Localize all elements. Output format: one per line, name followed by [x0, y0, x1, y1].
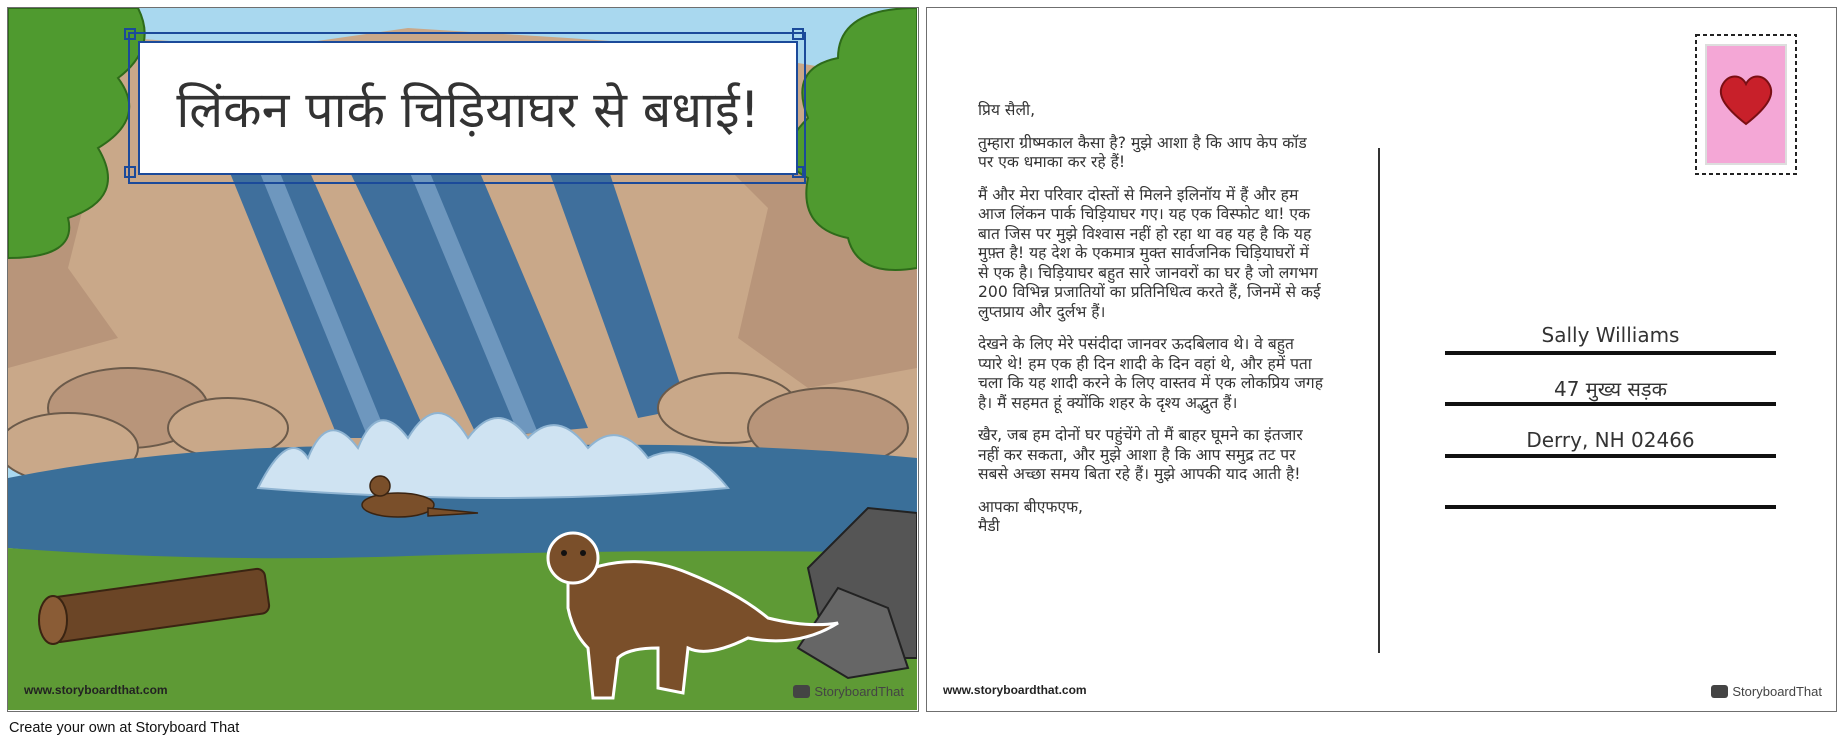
postage-stamp — [1693, 32, 1799, 177]
otter-eye — [561, 550, 567, 556]
resize-handle[interactable] — [124, 28, 136, 40]
storyboard-logo-icon — [1711, 685, 1728, 698]
footer-brand-text: StoryboardThat — [1732, 684, 1822, 699]
otter-head — [370, 476, 390, 496]
footer-brand — [793, 684, 904, 699]
otter-swimming — [362, 493, 434, 517]
otter-eye — [580, 550, 586, 556]
resize-handle[interactable] — [792, 28, 804, 40]
recipient-city: Derry, NH 02466 — [1526, 428, 1695, 452]
address-line — [1445, 505, 1776, 509]
address-line — [1445, 351, 1776, 355]
postcard-title-box[interactable] — [138, 41, 798, 175]
postcard-divider — [1378, 148, 1380, 653]
otter-head — [548, 533, 598, 583]
footer-brand — [1711, 684, 1822, 699]
stamp-graphic — [1693, 32, 1799, 177]
recipient-street: 47 मुख्य सड़क — [1553, 377, 1667, 401]
recipient-name: Sally Williams — [1541, 323, 1680, 347]
letter-body — [978, 101, 1323, 550]
letter-greeting: प्रिय सैली, — [978, 101, 1036, 119]
footer-url: www.storyboardthat.com — [24, 683, 168, 697]
letter-paragraph: खैर, जब हम दोनों घर पहुंचेंगे तो मैं बाहर घूमने का इंतजार नहीं कर सकता, और मुझे आशा है कि आप समुद्र तट पर सबसे अच्छा समय बिता रहे हैं। मुझे आपकी याद आती है! — [978, 426, 1303, 483]
letter-panel — [926, 7, 1837, 712]
scene-panel — [7, 7, 919, 712]
address-line — [1445, 402, 1776, 406]
log-end — [39, 596, 67, 644]
letter-closing: आपका बीएफएफ, — [978, 497, 1083, 516]
letter-paragraph: मैं और मेरा परिवार दोस्तों से मिलने इलिनॉय में हैं और हम आज लिंकन पार्क चिड़ियाघर गए। यह एक विस्फोट था! एक बात जिस पर मुझे विश्वास नहीं हो रहा था वह यह है कि यह मुफ़्त है! यह देश के एकमात्र मुक्त सार्वजनिक चिड़ियाघरों में से एक है। चिड़ियाघर बहुत सारे जानवरों का घर है जो लगभग 200 विभिन्न प्रजातियों का प्रतिनिधित्व करते हैं, जिनमें से कई लुप्तप्राय और दुर्लभ हैं। — [978, 185, 1321, 321]
postcard-title: लिंकन पार्क चिड़ियाघर से बधाई! — [176, 81, 760, 139]
footer-url: www.storyboardthat.com — [943, 683, 1087, 697]
address-line — [1445, 454, 1776, 458]
storyboard-logo-icon — [793, 685, 810, 698]
letter-paragraph: तुम्हारा ग्रीष्मकाल कैसा है? मुझे आशा है कि आप केप कॉड पर एक धमाका कर रहे हैं! — [978, 133, 1307, 171]
footer-brand-text: StoryboardThat — [814, 684, 904, 699]
letter-paragraph: देखने के लिए मेरे पसंदीदा जानवर ऊदबिलाव थे। वे बहुत प्यारे थे! हम एक ही दिन शादी के दिन वहां थे, और हमें पता चला कि यह शादी करने के लिए वास्तव में एक लोकप्रिय जगह है। मैं सहमत हूं क्योंकि शहर के दृश्य अद्भुत हैं। — [978, 335, 1323, 412]
create-your-own-caption[interactable]: Create your own at Storyboard That — [9, 720, 240, 736]
letter-signature: मैडी — [978, 517, 1000, 535]
resize-handle[interactable] — [124, 166, 136, 178]
